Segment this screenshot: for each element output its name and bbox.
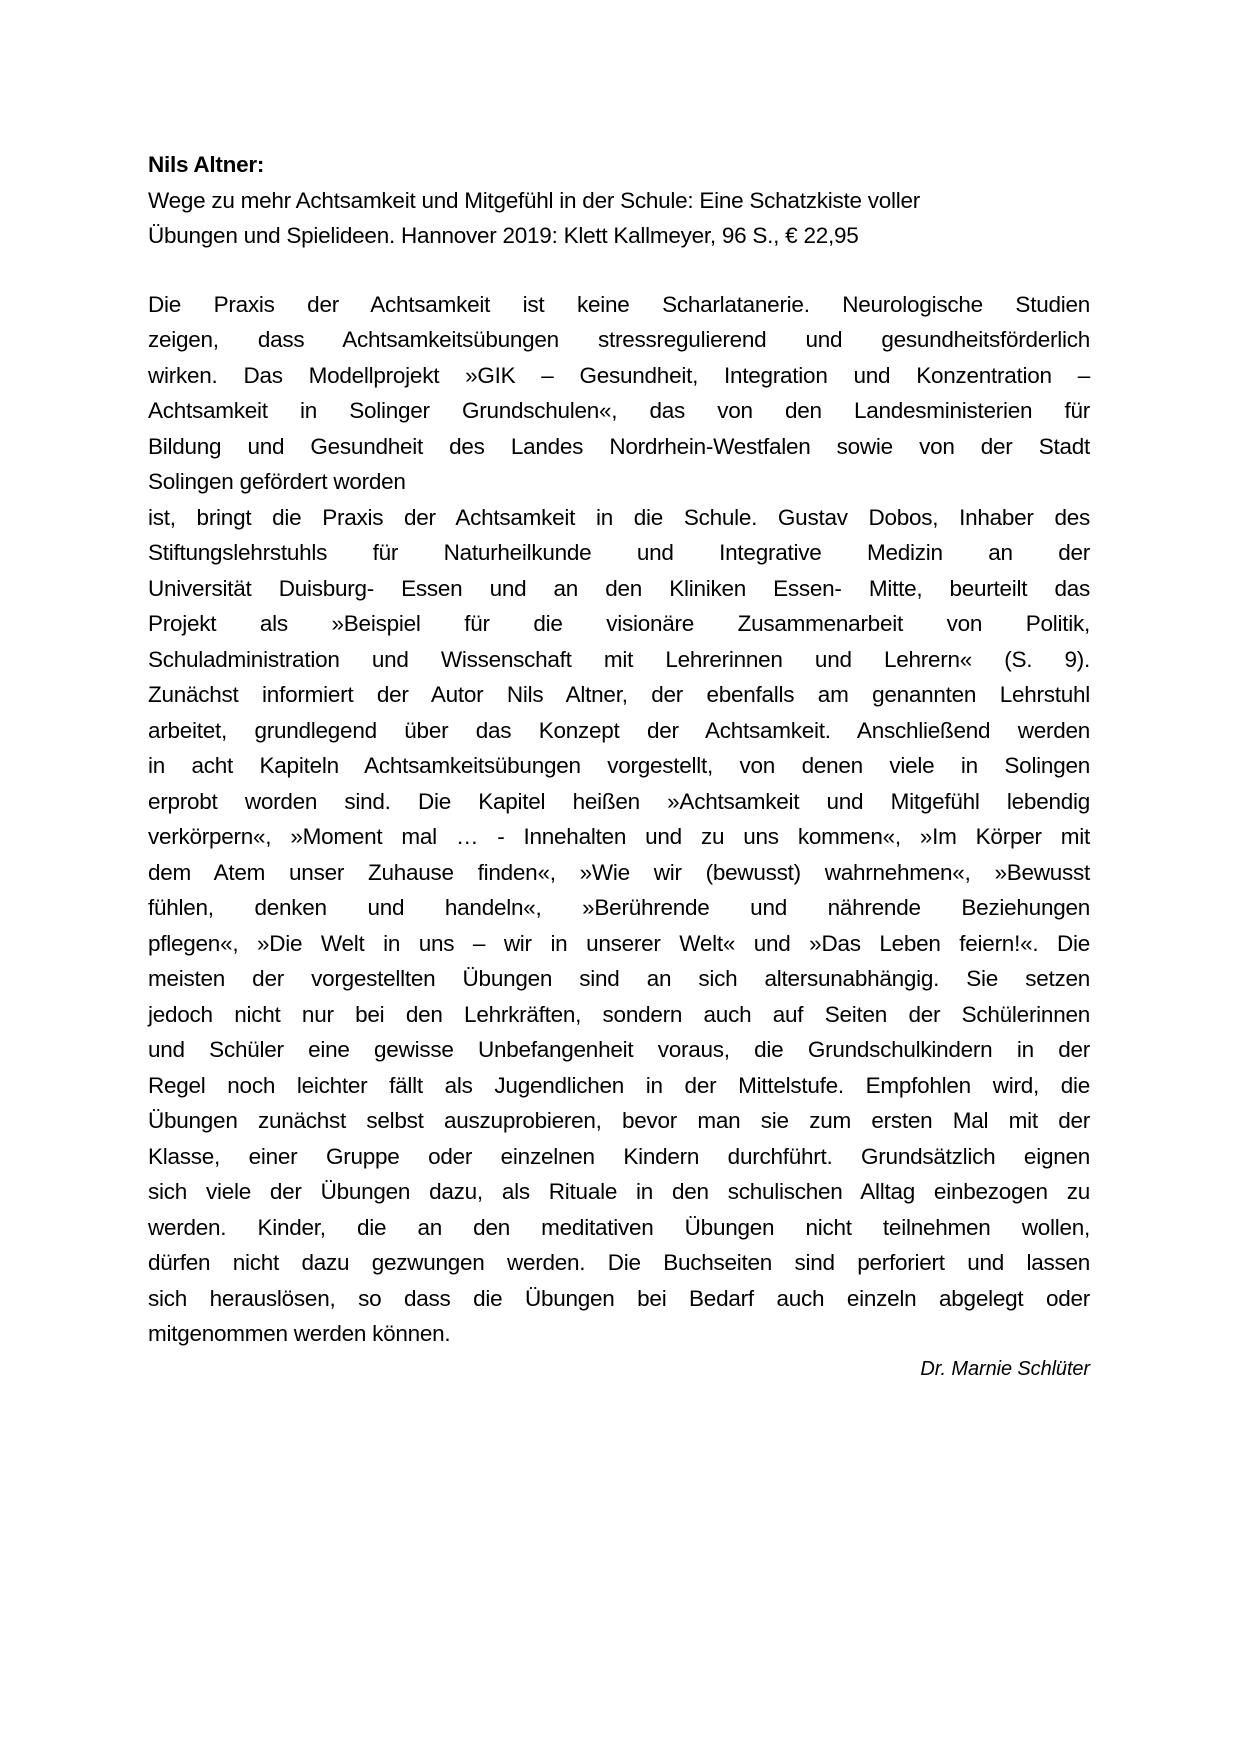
review-line: dem Atem unser Zuhause finden«, »Wie wir (bewusst) wahrnehmen«, »Bewusst [148, 859, 1090, 885]
review-line: Universität Duisburg- Essen und an den Kliniken Essen- Mitte, beurteilt das [148, 575, 1090, 601]
review-line: Projekt als »Beispiel für die visionäre Zusammenarbeit von Politik, [148, 611, 1090, 636]
review-line: werden. Kinder, die an den meditativen Übungen nicht teilnehmen wollen, [148, 1214, 1090, 1240]
review-line: pflegen«, »Die Welt in uns – wir in unserer Welt« und »Das Leben feiern!«. Die [148, 930, 1090, 956]
review-line: zeigen, dass Achtsamkeitsübungen stressregulierend und gesundheitsförderlich [148, 327, 1090, 352]
review-line: arbeitet, grundlegend über das Konzept der Achtsamkeit. Anschließend werden [148, 717, 1090, 743]
book-reference-header [148, 147, 1090, 254]
book-publication-line: Übungen und Spielideen. Hannover 2019: Klett Kallmeyer, 96 S., € 22,95 [148, 223, 859, 248]
review-line: Schuladministration und Wissenschaft mit Lehrerinnen und Lehrern« (S. 9). [148, 646, 1090, 672]
reviewer-signature: Dr. Marnie Schlüter [920, 1357, 1090, 1380]
review-line: verkörpern«, »Moment mal … - Innehalten und zu uns kommen«, »Im Körper mit [148, 824, 1090, 849]
review-line: Regel noch leichter fällt als Jugendlichen in der Mittelstufe. Empfohlen wird, die [148, 1072, 1090, 1098]
review-line: erprobt worden sind. Die Kapitel heißen »Achtsamkeit und Mitgefühl lebendig [148, 788, 1090, 814]
review-line: ist, bringt die Praxis der Achtsamkeit in die Schule. Gustav Dobos, Inhaber des [148, 504, 1090, 530]
review-line: Zunächst informiert der Autor Nils Altner, der ebenfalls am genannten Lehrstuhl [148, 682, 1090, 707]
paragraph-gap [148, 254, 1090, 287]
review-body [148, 287, 1090, 1352]
review-line: Übungen zunächst selbst auszuprobieren, bevor man sie zum ersten Mal mit der [148, 1108, 1090, 1133]
review-line: fühlen, denken und handeln«, »Berührende und nährende Beziehungen [148, 895, 1090, 920]
review-line: meisten der vorgestellten Übungen sind an sich altersunabhängig. Sie setzen [148, 966, 1090, 991]
review-line: Solingen gefördert worden [148, 469, 406, 494]
review-line: jedoch nicht nur bei den Lehrkräften, sondern auch auf Seiten der Schülerinnen [148, 1001, 1090, 1027]
review-line: sich viele der Übungen dazu, als Rituale in den schulischen Alltag einbezogen zu [148, 1179, 1090, 1204]
review-line: Stiftungslehrstuhls für Naturheilkunde und Integrative Medizin an der [148, 540, 1090, 565]
review-line: Achtsamkeit in Solinger Grundschulen«, das von den Landesministerien für [148, 398, 1090, 423]
book-title-line: Wege zu mehr Achtsamkeit und Mitgefühl in der Schule: Eine Schatzkiste voller [148, 187, 920, 213]
review-line: sich herauslösen, so dass die Übungen bei Bedarf auch einzeln abgelegt oder [148, 1285, 1090, 1311]
review-line: und Schüler eine gewisse Unbefangenheit voraus, die Grundschulkindern in der [148, 1037, 1090, 1062]
review-line: dürfen nicht dazu gezwungen werden. Die Buchseiten sind perforiert und lassen [148, 1250, 1090, 1275]
review-line: in acht Kapiteln Achtsamkeitsübungen vorgestellt, von denen viele in Solingen [148, 753, 1090, 778]
review-line: mitgenommen werden können. [148, 1321, 451, 1346]
review-line: wirken. Das Modellprojekt »GIK – Gesundheit, Integration und Konzentration – [148, 362, 1090, 388]
review-line: Die Praxis der Achtsamkeit ist keine Scharlatanerie. Neurologische Studien [148, 291, 1090, 317]
review-line: Klasse, einer Gruppe oder einzelnen Kindern durchführt. Grundsätzlich eignen [148, 1143, 1090, 1169]
review-line: Bildung und Gesundheit des Landes Nordrhein-Westfalen sowie von der Stadt [148, 433, 1090, 459]
author-name: Nils Altner: [148, 152, 265, 177]
